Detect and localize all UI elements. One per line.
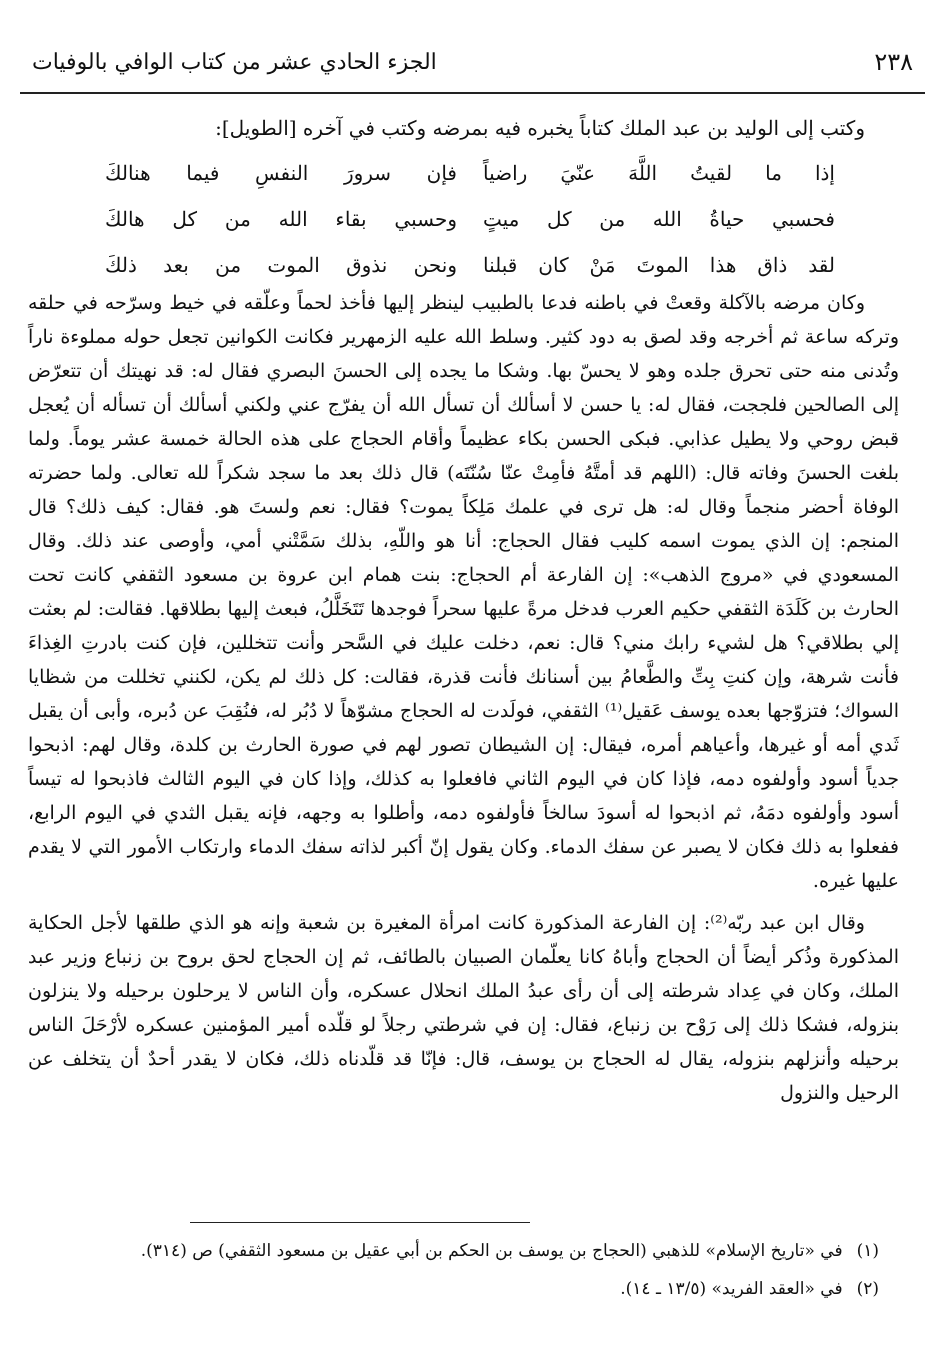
- footnote: [28, 1232, 879, 1270]
- poem-verse: [105, 152, 835, 198]
- running-title: الجزء الحادي عشر من كتاب الوافي بالوفيات: [32, 50, 437, 75]
- footnote: [28, 1270, 879, 1308]
- paragraph: وقال ابن عبد ربّه⁽²⁾: إن الفارعة المذكورة كانت امرأة المغيرة بن شعبة وإنه هو الذي طلقها لأجل الحكاية المذكورة وذُكر أيضاً أن الحجاج وأباهُ كانا يعلّمان الصبيان بالطائف، ثم إن الحجاج لحق بروح بن زنباع وزير عبد الملك، وكان في عِداد شرطته إلى أن رأى عبدُ الملك انحلال عسكره، وأن الناس لا يرحلون برحيله ولا ينزلون بنزوله، فشكا ذلك إلى رَوْح بن زنباع، فقال: إن في شرطتي رجلاً لو قلّده أمير المؤمنين عسكره لأرْحَلَ الناس برحيله وأنزلهم بنزوله، يقال له الحجاج بن يوسف، قال: فإنّا قد قلّدناه ذلك، فكان لا يقدر أحدٌ أن يتخلف عن الرحيل والنزول: [28, 912, 899, 1104]
- footnotes: [28, 1232, 879, 1308]
- page-number: ٢٣٨: [874, 48, 913, 76]
- footnote-text: في «تاريخ الإسلام» للذهبي (الحجاج بن يوسف بن الحكم بن أبي عقيل بن مسعود الثقفي) ص (٣١٤).: [140, 1241, 843, 1261]
- footnote-text: في «العقد الفريد» (١٣/٥ ـ ١٤).: [620, 1279, 843, 1299]
- verse-first-hemistich: فحسبي حياةُ الله من كل ميتٍ: [483, 207, 835, 231]
- verse-second-hemistich: ونحن نذوق الموت من بعد ذلكَ: [105, 253, 457, 277]
- verse-second-hemistich: وحسبي بقاء الله من كل هالكَ: [105, 207, 457, 231]
- poem-verse: [105, 198, 835, 244]
- poem: [105, 152, 835, 290]
- footnote-divider: [190, 1222, 530, 1223]
- verse-first-hemistich: لقد ذاق هذا الموتَ مَنْ كان قبلنا: [483, 253, 835, 277]
- poem-verse: [105, 244, 835, 290]
- body-text: [28, 286, 899, 1110]
- poem-intro: وكتب إلى الوليد بن عبد الملك كتاباً يخبره فيه بمرضه وكتب في آخره [الطويل]:: [215, 116, 865, 140]
- verse-first-hemistich: إذا ما لقيتُ اللَّهَ عنّيَ راضياً: [483, 161, 835, 185]
- footnote-number: (٢): [856, 1279, 879, 1299]
- page-header: [22, 48, 923, 88]
- footnote-number: (١): [856, 1241, 879, 1261]
- verse-second-hemistich: فإن سرورَ النفسِ فيما هنالكَ: [105, 161, 457, 185]
- paragraph: وكان مرضه بالآكلة وقعتْ في باطنه فدعا بالطبيب لينظر إليها فأخذ لحماً وعلّقه في خيط وسرّحه في حلقه وتركه ساعة ثم أخرجه وقد لصق به دود كثير. وسلط الله عليه الزمهرير فكانت الكوانين تجعل حوله مملوءة ناراً وتُدنى منه حتى تحرق جلده وهو لا يحسّ بها. وشكا ما يجده إلى الحسنَ البصري فقال له: قد نهيتك أن تتعرّض إلى الصالحين فلججت، فقال له: يا حسن لا أسألك أن تسأل الله أن يفرّج عني ولكني أسألك أن تسأله أن يُعجل قبض روحي ولا يطيل عذابي. فبكى الحسن بكاء عظيماً وأقام الحجاج على هذه الحالة خمسة عشر يوماً. ولما بلغت الحسنَ وفاته قال: (اللهم قد أمتَّهُ فأمِتْ عنّا سُنّتَه) قال ذلك بعد ما سجد شكراً لله تعالى. ولما حضرته الوفاة أحضر منجماً وقال له: هل ترى في علمك مَلِكاً يموت؟ فقال: نعم ولستَ هو. فقال: كيف ذلك؟ قال المنجم: إن الذي يموت اسمه كليب فقال الحجاج: أنا هو واللّهِ، بذلك سَمَّتْني أمي، وأوصى عند ذلك. وقال المسعودي في «مروج الذهب»: إن الفارعة أم الحجاج: بنت همام ابن عروة بن مسعود الثقفي كانت تحت الحارث بن كَلَدَة الثقفي حكيم العرب فدخل مرةً عليها سحراً فوجدها تَتَخَلَّلُ، فبعث إليها بطلاقها. فقالت: لم بعثت إلي بطلاقي؟ هل لشيء رابك مني؟ قال: نعم، دخلت عليك في السَّحر وأنت تتخللين، فإن كنت بادرتِ الغِذاءَ فأنت شرهة، وإن كنتِ بِتِّ والطَّعامُ بين أسنانك فأنت قذرة، فقالت: كل ذلك لم يكن، لكنني تخللت من شظايا السواك؛ فتزوّجها بعده يوسف عَقيل⁽¹⁾ الثقفي، فولَدت له الحجاج مشوّهاً لا دُبُر له، فنُقِبَ عن دُبره، وأبى أن يقبل ثَدي أمه أو غيرها، وأعياهم أمره، فيقال: إن الشيطان تصور لهم في صورة الحارث بن كلدة، وقال لهم: اذبحوا جدياً أسود وأولفوه دمه، فإذا كان في اليوم الثاني فافعلوا به كذلك، وإذا كان في اليوم الثالث فاذبحوا له تيساً أسود وأولفوه دمَهُ، ثم اذبحوا له أسودَ سالخاً فأولفوه دمه، وأطلوا به وجهه، فإنه يقبل الثدي في اليوم الرابع، ففعلوا به ذلك فكان لا يصبر عن سفك الدماء. وكان يقول إنّ أكبر لذاته سفك الدماء وارتكاب الأمور التي لا يقدم عليها غيره.: [28, 292, 899, 892]
- header-divider: [20, 92, 925, 94]
